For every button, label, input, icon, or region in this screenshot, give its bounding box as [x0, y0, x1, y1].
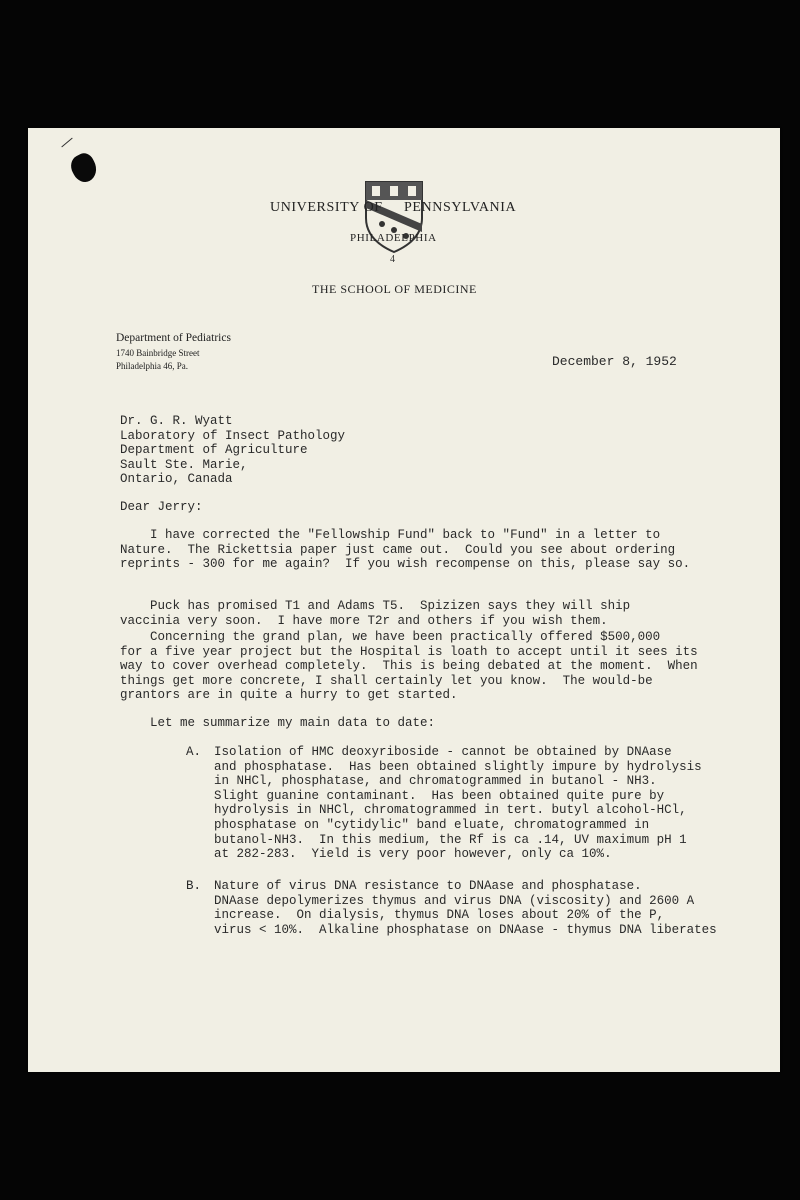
letterhead-number: 4: [390, 254, 395, 265]
item-text: Nature of virus DNA resistance to DNAase and phosphatase. DNAase depolymerizes thymus and virus DNA (viscosity) and 2600 A increase. On dialysis, thymus DNA loses about 20% of the P, virus < 10%. Alkaline phosphatase on DNAase - thymus DNA liberates: [214, 879, 717, 937]
recipient-address: Dr. G. R. Wyatt Laboratory of Insect Pathology Department of Agriculture Sault Ste. Marie, Ontario, Canada: [120, 414, 346, 487]
letterhead-university-right: PENNSYLVANIA: [404, 200, 517, 215]
body-paragraph: Let me summarize my main data to date:: [120, 716, 436, 730]
department-name: Department of Pediatrics: [116, 332, 231, 344]
item-text: Isolation of HMC deoxyriboside - cannot be obtained by DNAase and phosphatase. Has been obtained slightly impure by hydrolysis in NHCl, phosphatase, and chromatogrammed in butanol - NH3. Slight guanine contaminant. Has been obtained quite pure by hydrolysis in NHCl, chromatogrammed in tert. butyl alcohol-HCl, phosphatase on "cytidylic" band eluate, chromatogrammed in butanol-NH3. In this medium, the Rf is ca .14, UV maximum pH 1 at 282-283. Yield is very poor however, only ca 10%.: [214, 745, 702, 862]
department-block: [116, 332, 231, 373]
body-paragraph: Puck has promised T1 and Adams T5. Spizizen says they will ship vaccinia very soon. I have more T2r and others if you wish them.: [120, 599, 631, 628]
salutation: Dear Jerry:: [120, 500, 203, 514]
item-label: A.: [186, 745, 202, 759]
letter-page: [28, 128, 780, 1072]
department-city: Philadelphia 46, Pa.: [116, 361, 188, 371]
body-paragraph: Concerning the grand plan, we have been practically offered $500,000 for a five year project but the Hospital is loath to accept until it sees its way to cover overhead completely. This is being debated at the moment. When things get more concrete, I shall certainly let you know. The would-be grantors are in quite a hurry to get started.: [120, 630, 698, 703]
pen-mark: [61, 138, 72, 148]
department-street: 1740 Bainbridge Street: [116, 348, 200, 358]
letter-date: December 8, 1952: [552, 354, 677, 369]
item-label: B.: [186, 879, 202, 893]
ink-blot: [67, 150, 101, 186]
letterhead-university-left: UNIVERSITY OF: [270, 200, 383, 215]
body-paragraph: I have corrected the "Fellowship Fund" back to "Fund" in a letter to Nature. The Rickettsia paper just came out. Could you see about ordering reprints - 300 for me again? If you wish recompense on this, please say so.: [120, 528, 691, 572]
school-name: THE SCHOOL OF MEDICINE: [312, 282, 477, 296]
letterhead-city: PHILADELPHIA: [350, 232, 437, 244]
